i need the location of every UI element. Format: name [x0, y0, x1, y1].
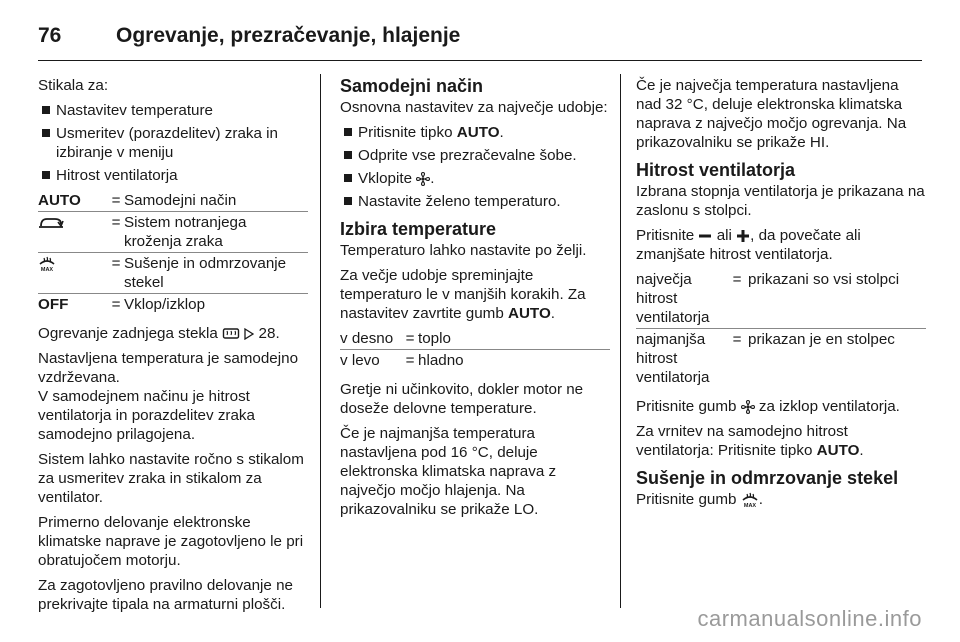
windscreen-max-defrost-icon: [741, 492, 759, 508]
list-item: Nastavitev temperature: [38, 101, 308, 120]
list-item: Nastavite želeno temperaturo.: [340, 192, 610, 211]
bullet-square: [42, 171, 50, 179]
recirculation-icon: [38, 216, 64, 230]
paragraph: Če je najmanjša temperatura nastavljena pod 16 °C, deluje elektronska klimatska naprava z največjo močjo hlajenja. Na prikazovalniku se prikaže LO.: [340, 425, 557, 518]
rear-window-heating-icon: [222, 327, 240, 341]
minus-icon: [698, 230, 712, 242]
page-header: [38, 18, 460, 54]
intro-text: Stikala za:: [38, 77, 109, 94]
fan-icon: [416, 172, 430, 186]
windscreen-max-defrost-icon: [38, 256, 56, 272]
section-heading: Izbira temperature: [340, 219, 497, 239]
column-divider-2: [620, 74, 621, 608]
list-item: Vklopite .: [340, 169, 610, 188]
fan-icon: [741, 400, 755, 414]
svg-text:MAX: MAX: [40, 266, 54, 272]
list-item: Pritisnite tipko AUTO.: [340, 123, 610, 142]
paragraph: Če je največja temperatura nastavljena nad 32 °C, deluje elektronska klimatska naprava z največjo močjo ogrevanja. Na prikazovalniku se prikaže HI.: [636, 77, 907, 151]
page-number: 76: [38, 24, 62, 47]
def-key-auto: AUTO: [38, 192, 81, 209]
bullet-square: [42, 129, 50, 137]
list-item: Usmeritev (porazdelitev) zraka in izbiranje v meniju: [38, 124, 308, 162]
paragraph: Za vrnitev na samodejno hitrost ventilatorja: Pritisnite tipko AUTO.: [636, 423, 864, 459]
header-rule: [38, 60, 922, 61]
paragraph: Primerno delovanje elektronske klimatske naprave je zagotovljeno le pri obratujočem motorju.: [38, 514, 304, 569]
switch-list: [38, 101, 308, 185]
watermark: carmanualsonline.info: [697, 606, 922, 631]
page-reference-triangle-icon: [244, 328, 254, 340]
paragraph: V samodejnem načinu je hitrost ventilatorja in porazdelitev zraka samodejno prilagojena.: [38, 388, 255, 443]
paragraph: Temperaturo lahko nastavite po želji.: [340, 242, 587, 259]
paragraph: Osnovna nastavitev za največje udobje:: [340, 99, 608, 116]
rear-window-paragraph: Ogrevanje zadnjega stekla 28.: [38, 325, 280, 342]
paragraph: Pritisnite ali , da povečate ali zmanjšate hitrost ventilatorja.: [636, 227, 861, 263]
rotation-definitions: v desno = toplo v levo = hladno: [340, 329, 610, 370]
column-2: [340, 76, 610, 525]
paragraph: Sistem lahko nastavite ročno s stikalom za usmeritev zraka in stikalom za ventilator.: [38, 451, 304, 506]
paragraph: Za večje udobje spreminjajte temperaturo le v manjših korakih. Za nastavitev zavrtite gumb AUTO.: [340, 267, 586, 322]
column-divider-1: [320, 74, 321, 608]
bullet-square: [42, 106, 50, 114]
paragraph: Nastavljena temperatura je samodejno vzdrževana.: [38, 350, 299, 386]
paragraph: Gretje ni učinkovito, dokler motor ne doseže delovne temperature.: [340, 381, 584, 417]
svg-text:MAX: MAX: [743, 502, 756, 508]
column-1: [38, 76, 308, 620]
list-item: Hitrost ventilatorja: [38, 166, 308, 185]
section-heading: Sušenje in odmrzovanje stekel: [636, 468, 899, 488]
paragraph: Izbrana stopnja ventilatorja je prikazana na zaslonu s stolpci.: [636, 183, 925, 219]
section-heading: Hitrost ventilatorja: [636, 160, 796, 180]
control-definitions: AUTO = Samodejni način = Sistem notranjega kroženja zraka MAX = Sušenje in odmrzovanje stekel OFF = Vklop/izklop: [38, 191, 308, 314]
column-3: [636, 76, 926, 515]
chapter-title: Ogrevanje, prezračevanje, hlajenje: [116, 24, 461, 47]
paragraph: Za zagotovljeno pravilno delovanje ne prekrivajte tipala na armaturni plošči.: [38, 577, 293, 613]
auto-mode-list: [340, 123, 610, 211]
list-item: Odprite vse prezračevalne šobe.: [340, 146, 610, 165]
section-heading: Samodejni način: [340, 76, 484, 96]
fan-speed-definitions: največja hitrost ventilatorja = prikazani so vsi stolpci najmanjša hitrost ventilatorja = prikazan je en stolpec: [636, 270, 926, 387]
paragraph: Pritisnite gumb MAX .: [636, 491, 763, 508]
paragraph: Pritisnite gumb za izklop ventilatorja.: [636, 398, 900, 415]
plus-icon: [736, 229, 750, 243]
def-key-off: OFF: [38, 296, 69, 313]
